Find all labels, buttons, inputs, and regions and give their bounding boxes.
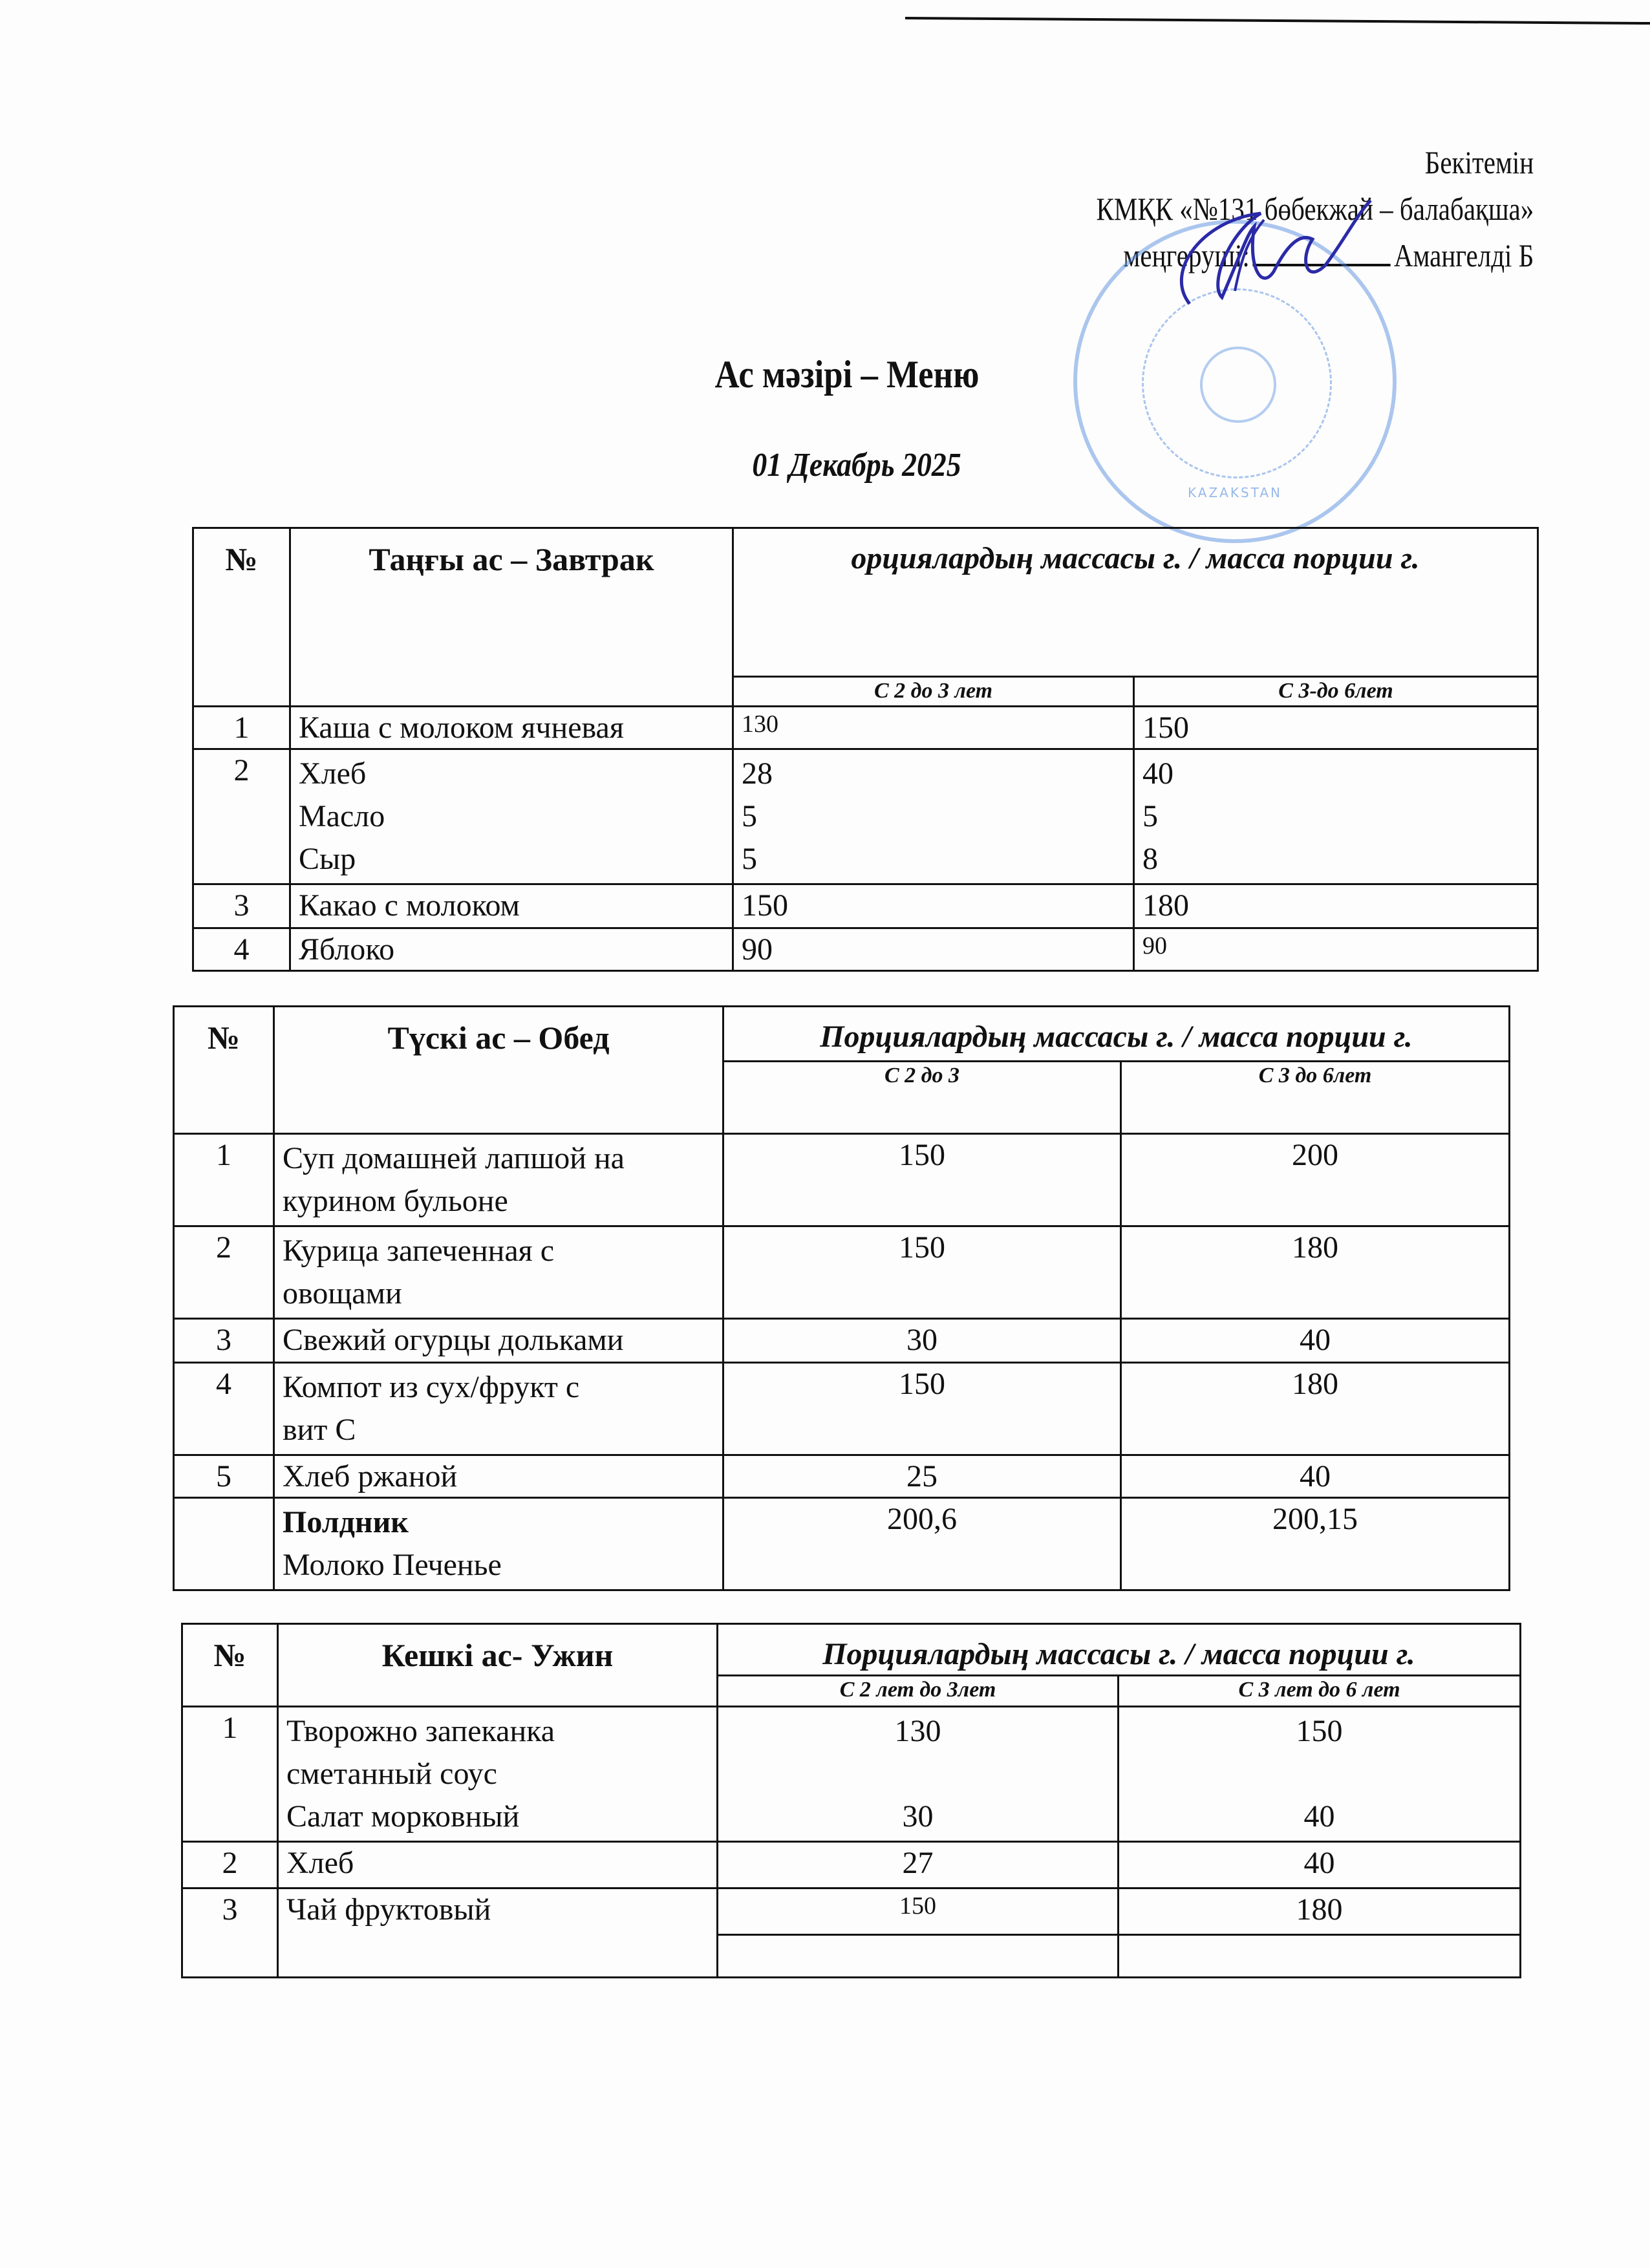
number-header: № [182, 1624, 278, 1707]
page-title: Ас мәзірі – Меню [714, 353, 980, 396]
dish-name: Сыр [299, 842, 356, 876]
portion-age2: 150 [1134, 707, 1538, 749]
portion-age1: 30 [723, 1319, 1121, 1363]
portion-age1: 150 [723, 1363, 1121, 1455]
portion-age2: 40 [1119, 1842, 1521, 1888]
portion-value: 40 [1142, 756, 1173, 791]
dish-list [290, 749, 733, 884]
dish-name: сметанный соус [286, 1757, 497, 1791]
table-row [174, 1363, 1510, 1455]
dish-name: Хлеб [278, 1842, 718, 1888]
dish-name: Салат морковный [286, 1799, 520, 1834]
row-number: 2 [182, 1842, 278, 1888]
portion-age2: 180 [1134, 884, 1538, 928]
lunch-table [173, 1005, 1510, 1591]
portion-age2: 180 [1121, 1226, 1510, 1319]
portion-age1: 150 [723, 1226, 1121, 1319]
approval-role: меңгеруші: [1123, 237, 1250, 273]
dish-name: Каша с молоком ячневая [290, 707, 733, 749]
scan-edge-line [905, 17, 1650, 25]
portion-age2: 200,15 [1121, 1498, 1510, 1590]
age-group-header-2: С 3 до 6лет [1121, 1062, 1510, 1134]
portion-age1: 130 [733, 707, 1134, 749]
table-row-snack [174, 1498, 1510, 1590]
portion-age2-list [1119, 1707, 1521, 1842]
portion-value: 30 [902, 1799, 934, 1834]
portion-age2: 90 [1134, 928, 1538, 971]
portion-value: 40 [1303, 1799, 1335, 1834]
portion-age1-list [718, 1707, 1119, 1842]
dish-name: вит С [283, 1413, 356, 1447]
meal-header: Түскі ас – Обед [274, 1007, 723, 1134]
dish-list [274, 1134, 723, 1226]
row-number: 1 [193, 707, 290, 749]
dish-name: Курица запеченная с [283, 1234, 555, 1268]
portion-age1: 150 [723, 1134, 1121, 1226]
dish-name: Суп домашней лапшой на [283, 1141, 625, 1175]
table-row [174, 1455, 1510, 1498]
portion-value: 8 [1142, 842, 1158, 876]
approval-name: Амангелді Б [1393, 237, 1534, 273]
breakfast-table [192, 527, 1539, 972]
row-number: 4 [193, 928, 290, 971]
dinner-table [181, 1623, 1521, 1978]
portion-age2: 180 [1119, 1888, 1521, 1935]
dish-list [278, 1707, 718, 1842]
portion-age1: 150 [718, 1888, 1119, 1935]
table-row [174, 1319, 1510, 1363]
age-group-header-1: С 2 лет до 3лет [718, 1676, 1119, 1707]
approval-organization: КМҚК «№131 бөбекжай – балабақша» [1096, 191, 1534, 227]
age-group-header-1: С 2 до 3 [723, 1062, 1121, 1134]
dish-name: Творожно запеканка [286, 1714, 555, 1748]
dish-list [274, 1498, 723, 1590]
portion-value [1127, 1753, 1512, 1795]
table-row [193, 928, 1538, 971]
portion-age1: 150 [733, 884, 1134, 928]
row-number [174, 1498, 274, 1590]
portion-age2: 40 [1121, 1319, 1510, 1363]
table-row [182, 1707, 1521, 1842]
table-row [174, 1134, 1510, 1226]
dish-name: Молоко Печенье [283, 1548, 502, 1582]
row-number: 1 [174, 1134, 274, 1226]
row-number: 2 [193, 749, 290, 884]
portion-age2-list [1134, 749, 1538, 884]
portion-age1: 25 [723, 1455, 1121, 1498]
portion-age2: 180 [1121, 1363, 1510, 1455]
portion-value: 5 [742, 799, 757, 833]
table-row [182, 1842, 1521, 1888]
empty-cell [1119, 1935, 1521, 1978]
portion-value [726, 1753, 1109, 1795]
portion-age1: 27 [718, 1842, 1119, 1888]
table-row [193, 884, 1538, 928]
row-number: 3 [182, 1888, 278, 1978]
portion-value: 28 [742, 756, 773, 791]
dish-name: Компот из сух/фрукт с [283, 1370, 580, 1404]
portion-age1: 90 [733, 928, 1134, 971]
portion-mass-header: орциялардың массасы г. / масса порции г. [733, 528, 1538, 677]
dish-name: овощами [283, 1276, 402, 1311]
dish-name: Яблоко [290, 928, 733, 971]
empty-cell [718, 1935, 1119, 1978]
number-header: № [174, 1007, 274, 1134]
age-group-header-2: С 3 лет до 6 лет [1119, 1676, 1521, 1707]
dish-list [274, 1363, 723, 1455]
portion-value: 5 [1142, 799, 1158, 833]
meal-header: Кешкі ас- Ужин [278, 1624, 718, 1707]
signature-icon [1151, 194, 1384, 310]
portion-mass-header: Порциялардың массасы г. / масса порции г. [718, 1624, 1521, 1676]
table-row [182, 1888, 1521, 1935]
number-header: № [193, 528, 290, 707]
row-number: 2 [174, 1226, 274, 1319]
portion-age1: 200,6 [723, 1498, 1121, 1590]
row-number: 4 [174, 1363, 274, 1455]
portion-value: 130 [894, 1714, 941, 1748]
portion-age2: 200 [1121, 1134, 1510, 1226]
dish-name: Хлеб ржаной [274, 1455, 723, 1498]
dish-name: курином бульоне [283, 1184, 508, 1218]
row-number: 3 [193, 884, 290, 928]
portion-value: 5 [742, 842, 757, 876]
portion-value: 150 [1296, 1714, 1343, 1748]
menu-date: 01 Декабрь 2025 [752, 447, 961, 484]
dish-name: Масло [299, 799, 385, 833]
snack-title: Полдник [283, 1505, 409, 1539]
dish-name: Какао с молоком [290, 884, 733, 928]
meal-header: Таңғы ас – Завтрак [290, 528, 733, 707]
table-row [174, 1226, 1510, 1319]
stamp-text: KAZAKSTAN [1188, 485, 1282, 500]
row-number: 1 [182, 1707, 278, 1842]
portion-age2: 40 [1121, 1455, 1510, 1498]
portion-age1-list [733, 749, 1134, 884]
dish-list [274, 1226, 723, 1319]
dish-name: Свежий огурцы дольками [274, 1319, 723, 1363]
row-number: 5 [174, 1455, 274, 1498]
age-group-header-1: С 2 до 3 лет [733, 677, 1134, 707]
portion-mass-header: Порциялардың массасы г. / масса порции г. [723, 1007, 1510, 1062]
table-row [193, 749, 1538, 884]
dish-name: Чай фруктовый [278, 1888, 718, 1978]
row-number: 3 [174, 1319, 274, 1363]
approval-title: Бекітемін [1424, 144, 1534, 180]
age-group-header-2: С 3-до 6лет [1134, 677, 1538, 707]
table-row [193, 707, 1538, 749]
dish-name: Хлеб [299, 756, 367, 791]
